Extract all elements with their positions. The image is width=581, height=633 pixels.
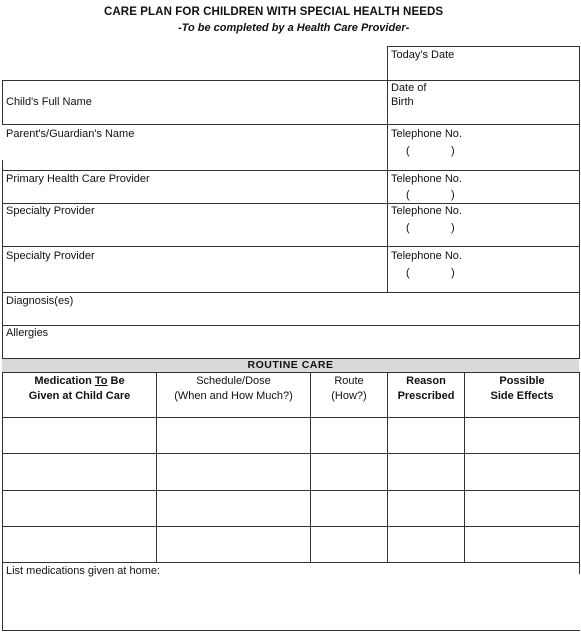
col-header-side-effects-line1: Possible — [499, 375, 545, 387]
table-row-2-schedule-cell[interactable] — [157, 454, 310, 490]
col-header-medication-text-a: Medication — [34, 375, 95, 387]
specialty-provider-1-label: Specialty Provider — [6, 205, 95, 217]
table-row-2-medication-cell[interactable] — [3, 454, 156, 490]
col-header-medication-text-b: To — [94, 375, 108, 387]
right-border — [579, 46, 580, 358]
table-row-1-side-effects-cell[interactable] — [465, 418, 579, 453]
col-header-reason-line1: Reason — [406, 375, 446, 387]
specialty-2-phone-close-paren: ) — [451, 267, 455, 279]
col-header-medication-text-c: Be — [107, 375, 125, 387]
table-row-4-reason-cell[interactable] — [388, 527, 464, 562]
col-header-reason-line2: Prescribed — [397, 390, 455, 402]
col-header-schedule-line1: Schedule/Dose — [196, 375, 271, 387]
table-row-4-side-effects-cell[interactable] — [465, 527, 579, 562]
specialty-1-phone-close-paren: ) — [451, 222, 455, 234]
table-row-4-route-cell[interactable] — [311, 527, 387, 562]
table-row-3-side-effects-cell[interactable] — [465, 491, 579, 526]
primary-provider-field[interactable] — [150, 171, 386, 202]
form-title: CARE PLAN FOR CHILDREN WITH SPECIAL HEALTH NEEDS — [104, 6, 444, 18]
parent-telephone-label: Telephone No. — [391, 128, 462, 140]
home-meds-label: List medications given at home: — [6, 565, 161, 577]
table-row-4-schedule-cell[interactable] — [157, 527, 310, 562]
diagnosis-label: Diagnosis(es) — [6, 295, 74, 307]
child-name-field[interactable] — [110, 81, 386, 123]
col-header-route-line2: (How?) — [331, 390, 367, 402]
date-of-birth-label-line2: Birth — [391, 96, 414, 108]
col-header-schedule-line2: (When and How Much?) — [174, 390, 293, 402]
child-name-label: Child's Full Name — [6, 96, 92, 108]
table-right-border — [579, 372, 580, 574]
specialty-1-telephone-label: Telephone No. — [391, 205, 462, 217]
table-row-4-medication-cell[interactable] — [3, 527, 156, 562]
specialty-provider-2-field[interactable] — [96, 247, 386, 291]
table-row-3-route-cell[interactable] — [311, 491, 387, 526]
col-header-route — [311, 374, 387, 404]
table-row-1-schedule-cell[interactable] — [157, 418, 310, 453]
parent-name-label: Parent's/Guardian's Name — [6, 128, 135, 140]
table-row-2-reason-cell[interactable] — [388, 454, 464, 490]
allergies-field[interactable] — [52, 326, 578, 357]
col-header-side-effects — [465, 374, 579, 404]
routine-care-heading: ROUTINE CARE — [247, 359, 334, 371]
primary-telephone-label: Telephone No. — [391, 173, 462, 185]
table-row-1-route-cell[interactable] — [311, 418, 387, 453]
table-row-3-reason-cell[interactable] — [388, 491, 464, 526]
primary-provider-label: Primary Health Care Provider — [6, 173, 150, 185]
todays-date-field[interactable] — [389, 47, 578, 79]
band-bottom-line — [2, 372, 580, 373]
col-header-medication-line2: Given at Child Care — [28, 390, 131, 402]
col-header-reason — [388, 374, 464, 404]
home-meds-bottom-line — [2, 630, 580, 631]
specialty-provider-2-label: Specialty Provider — [6, 250, 95, 262]
parent-phone-close-paren: ) — [451, 145, 455, 157]
specialty-1-phone-open-paren: ( — [406, 222, 410, 234]
table-row-2-side-effects-cell[interactable] — [465, 454, 579, 490]
col-header-side-effects-line2: Side Effects — [490, 390, 554, 402]
table-row-1-reason-cell[interactable] — [388, 418, 464, 453]
form-subtitle: -To be completed by a Health Care Provider- — [178, 22, 410, 34]
date-of-birth-label-line1: Date of — [391, 82, 427, 94]
specialty-2-phone-open-paren: ( — [406, 267, 410, 279]
allergies-label: Allergies — [6, 327, 49, 339]
parent-phone-area-code-field[interactable] — [412, 141, 450, 158]
parent-phone-open-paren: ( — [406, 145, 410, 157]
table-row-1-medication-cell[interactable] — [3, 418, 156, 453]
date-of-birth-field[interactable] — [420, 81, 578, 123]
left-border-a — [2, 80, 3, 124]
col-header-medication — [3, 374, 156, 404]
left-border-b — [2, 160, 3, 358]
primary-phone-open-paren: ( — [406, 189, 410, 201]
specialty-2-telephone-label: Telephone No. — [391, 250, 462, 262]
table-row-2-route-cell[interactable] — [311, 454, 387, 490]
table-bottom-line — [2, 562, 580, 563]
specialty-provider-1-field[interactable] — [96, 204, 386, 245]
home-meds-field[interactable] — [3, 580, 578, 629]
diagnosis-field[interactable] — [72, 293, 578, 324]
table-row-3-schedule-cell[interactable] — [157, 491, 310, 526]
primary-phone-close-paren: ) — [451, 189, 455, 201]
todays-date-label: Today's Date — [391, 49, 455, 61]
parent-name-field[interactable] — [140, 125, 386, 169]
col-header-schedule — [157, 374, 310, 404]
col-header-route-line1: Route — [334, 375, 364, 387]
table-row-3-medication-cell[interactable] — [3, 491, 156, 526]
